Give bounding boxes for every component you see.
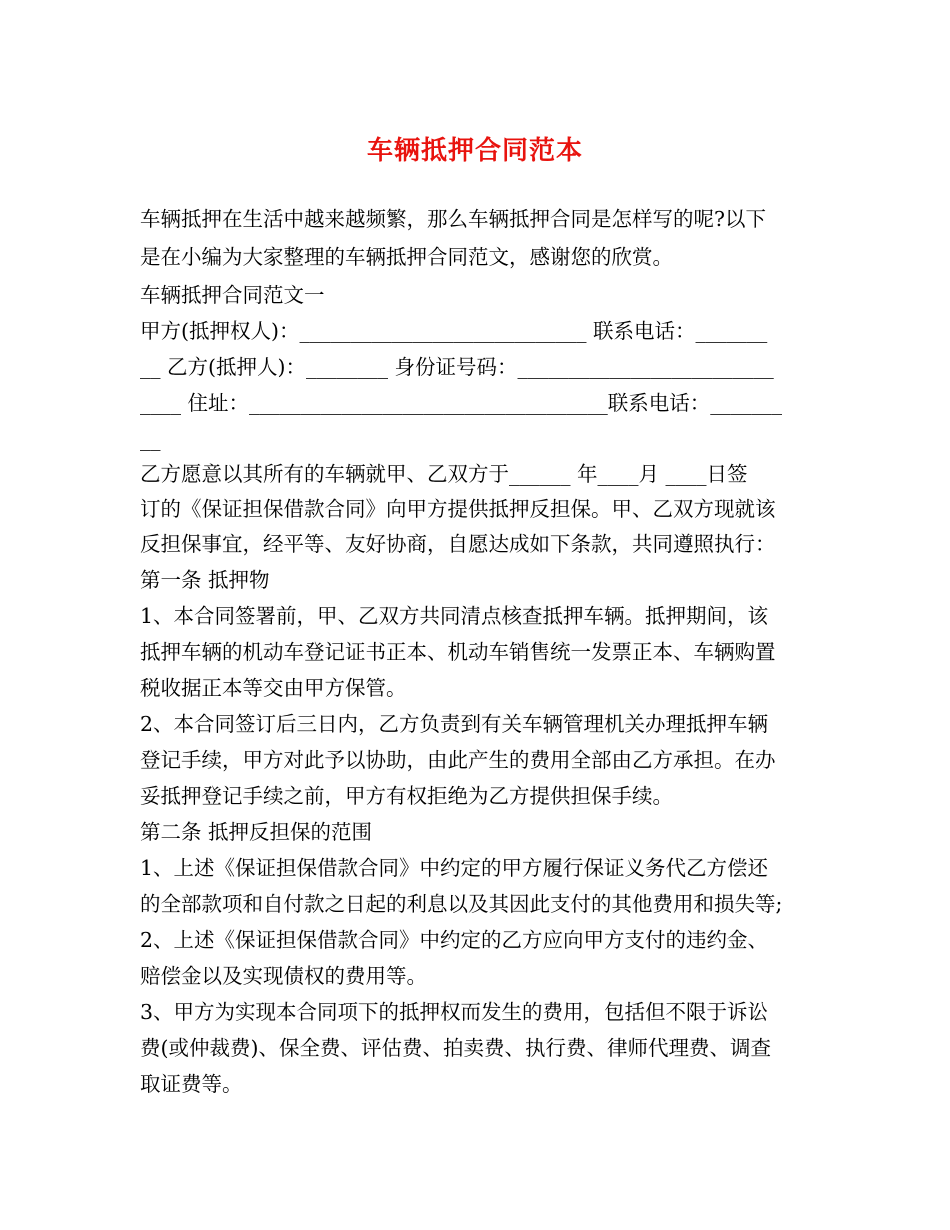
text-line: 3、甲方为实现本合同项下的抵押权而发生的费用，包括但不限于诉讼 bbox=[140, 1000, 769, 1024]
section-heading: 车辆抵押合同范文一 bbox=[140, 283, 325, 307]
text-line: 登记手续，甲方对此予以协助，由此产生的费用全部由乙方承担。在办 bbox=[140, 748, 776, 772]
text-line: 取证费等。 bbox=[140, 1072, 243, 1096]
text-line: 费(或仲裁费)、保全费、评估费、拍卖费、执行费、律师代理费、调查 bbox=[140, 1036, 771, 1060]
text-line: 订的《保证担保借款合同》向甲方提供抵押反担保。甲、乙双方现就该 bbox=[140, 497, 776, 521]
text-line: 是在小编为大家整理的车辆抵押合同范文，感谢您的欣赏。 bbox=[140, 245, 673, 269]
document-title: 车辆抵押合同范本 bbox=[366, 136, 583, 166]
article-heading: 第一条 抵押物 bbox=[140, 568, 270, 592]
text-line: ____ 住址：___________________________________联系电话：_______ bbox=[140, 391, 783, 415]
text-line: 反担保事宜，经平等、友好协商，自愿达成如下条款，共同遵照执行： bbox=[140, 532, 776, 556]
text-line: 1、上述《保证担保借款合同》中约定的甲方履行保证义务代乙方偿还 bbox=[140, 856, 769, 880]
text-line: 的全部款项和自付款之日起的利息以及其因此支付的其他费用和损失等; bbox=[140, 892, 783, 916]
text-line: __ 乙方(抵押人)：________ 身份证号码：_________________________ bbox=[140, 355, 774, 379]
text-line: __ bbox=[140, 427, 161, 451]
text-line: 妥抵押登记手续之前，甲方有权拒绝为乙方提供担保手续。 bbox=[140, 784, 673, 808]
text-line: 税收据正本等交由甲方保管。 bbox=[140, 676, 407, 700]
text-line: 1、本合同签署前，甲、乙双方共同清点核查抵押车辆。抵押期间，该 bbox=[140, 604, 769, 628]
text-line: 2、上述《保证担保借款合同》中约定的乙方应向甲方支付的违约金、 bbox=[140, 928, 769, 952]
article-heading: 第二条 抵押反担保的范围 bbox=[140, 820, 373, 844]
text-line: 乙方愿意以其所有的车辆就甲、乙双方于______ 年____月 ____日签 bbox=[140, 462, 748, 486]
text-line: 抵押车辆的机动车登记证书正本、机动车销售统一发票正本、车辆购置 bbox=[140, 640, 776, 664]
text-line: 甲方(抵押权人)：____________________________ 联系电话：_______ bbox=[140, 319, 768, 343]
text-line: 2、本合同签订后三日内，乙方负责到有关车辆管理机关办理抵押车辆 bbox=[140, 712, 769, 736]
text-line: 车辆抵押在生活中越来越频繁，那么车辆抵押合同是怎样写的呢?以下 bbox=[140, 207, 766, 231]
text-line: 赔偿金以及实现债权的费用等。 bbox=[140, 964, 427, 988]
